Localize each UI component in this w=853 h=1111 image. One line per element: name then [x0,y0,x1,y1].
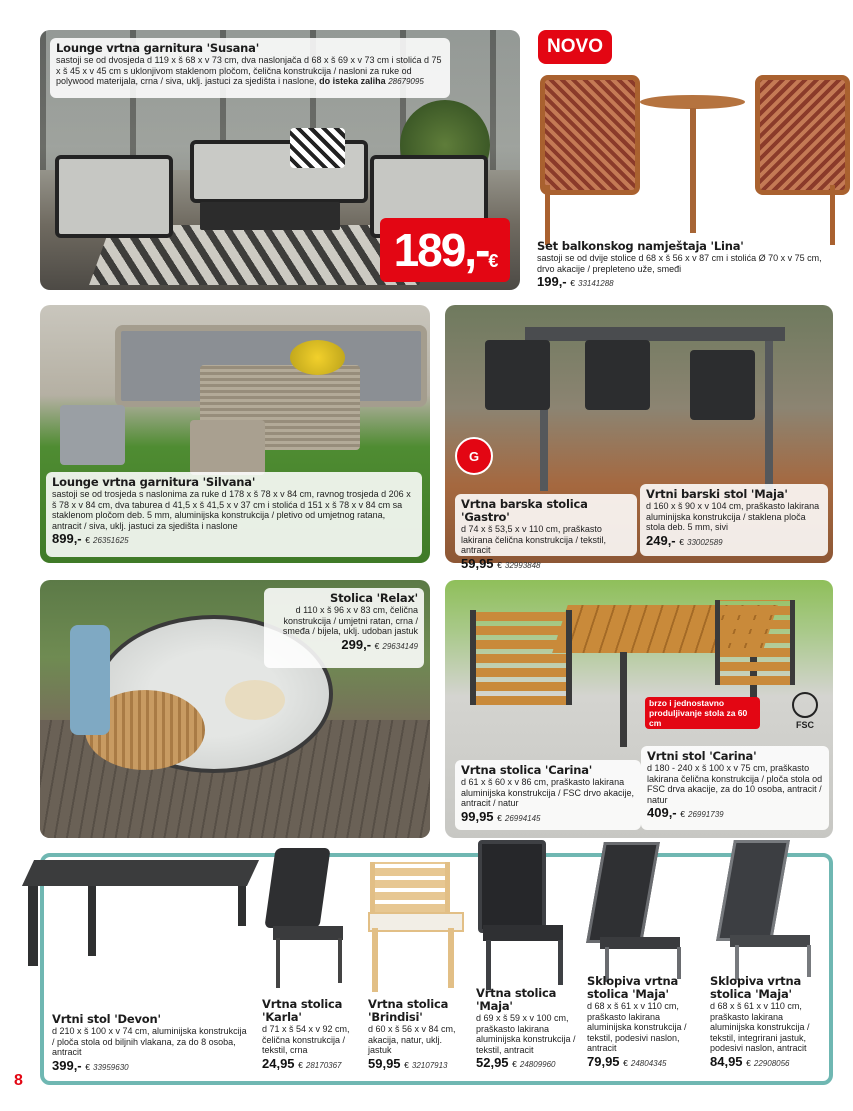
product-desc: d 68 x š 61 x v 110 cm, praškasto lakirana aluminijska konstrukcija / tekstil, podesivi naslon, antracit [587,1001,687,1054]
lina-info [537,240,837,289]
product-price: 899,- € 26351625 [52,531,129,547]
susana-info [50,38,450,98]
lina-chair-right [755,75,850,195]
flower-bouquet [290,340,345,375]
relax-info [264,588,424,668]
novo-label: NOVO [547,36,603,57]
big-price: 189,- [393,224,489,276]
quality-seal-icon: G [455,437,493,475]
glass-coffee-table [200,202,340,230]
product-price: 249,- € 33002589 [646,532,723,548]
product-desc: d 74 x š 53,5 x v 110 cm, praškasto lakirana čelična konstrukcija / tekstil, antracit [461,524,607,556]
maja-chair-info [476,987,581,1070]
product-code: 28679095 [388,77,424,87]
product-desc: d 68 x š 61 x v 110 cm, praškasto lakirana aluminijska konstrukcija / tekstil, integrirani jastuk, podesivi naslon, antracit [710,1001,810,1054]
carina-table-info [641,746,829,830]
product-price: 84,95 € 22908056 [710,1053,790,1069]
maja-folding-chair-image-2 [715,840,825,980]
gastro-info [455,494,637,571]
big-price-badge [380,218,510,282]
carina-chair [715,600,795,685]
maja-folding-chair-info-1 [587,975,702,1069]
product-price: 409,- € 26991739 [647,805,724,821]
lina-chair-left [540,75,640,195]
maja-bar-table-info [640,484,828,556]
bar-table-top [525,327,785,341]
carina-table-leg [620,652,627,747]
product-title: Vrtna stolica 'Maja' [476,986,557,1013]
maja-folding-chair-image-1 [585,842,695,982]
lina-chair-leg [830,185,835,245]
product-price: 399,- € 33959630 [52,1057,129,1073]
product-desc: d 71 x š 54 x v 92 cm, čelična konstrukcija / tekstil, crna [262,1024,350,1056]
page-number: 8 [14,1072,23,1089]
product-title: Stolica 'Relax' [330,591,418,605]
product-desc: d 61 x š 60 x v 86 cm, praškasto lakirana aluminijska konstrukcija / FSC drvo akacije, antracit / natur [461,777,635,809]
throw-blanket [70,625,110,735]
product-desc: d 110 x š 96 x v 83 cm, čelična konstrukcija / umjetni ratan, crna / smeđa / bijela, uklj. udoban jastuk [282,605,418,637]
product-title: Vrtni stol 'Devon' [52,1012,161,1026]
ottoman-right [190,420,265,475]
product-title: Vrtna stolica 'Karla' [262,997,343,1024]
product-desc: d 210 x š 100 x v 74 cm, aluminijska konstrukcija / ploča stola od biljnih vlakana, za do 8 osoba, antracit [52,1026,247,1058]
bar-stool [585,340,650,410]
sun-hat [225,680,285,720]
bar-stool [485,340,550,410]
armchair-left [55,155,173,238]
product-price: 52,95 € 24809960 [476,1055,556,1071]
silvana-info [46,472,422,557]
fsc-label: FSC [796,720,814,730]
product-desc: sastoji se od dvosjeda d 119 x š 68 x v 73 cm, dva naslonjača d 68 x š 69 x v 73 cm i stolića d 75 x š 45 x v 45 cm s uklonjivom staklenom pločom, čelična konstrukcija / nasloni za ruke od polywood materijala, crna / siva, uklj. jastuci za sjedišta i naslone, do isteka zaliha 28679095 [56,55,442,87]
product-title: Sklopiva vrtna stolica 'Maja' [710,974,802,1001]
product-title: Set balkonskog namještaja 'Lina' [537,239,744,253]
product-price: 59,95 € 32107913 [368,1055,448,1071]
brindisi-info [368,998,468,1071]
product-title: Vrtni stol 'Carina' [647,749,757,763]
product-price: 199,- € 33141288 [537,274,614,290]
product-desc: d 180 - 240 x š 100 x v 75 cm, praškasto lakirana čelična konstrukcija / ploča stola od FSC drva akacije, za do 10 osoba, antracit / natur [647,763,823,805]
carina-chair [470,610,572,705]
product-price: 299,- € 29634149 [341,636,418,652]
patterned-cushion [290,128,345,168]
product-desc: d 60 x š 56 x v 84 cm, akacija, natur, uklj. jastuk [368,1024,456,1056]
big-price-currency: € [488,251,497,271]
extension-note: brzo i jednostavno produljivanje stola za 60 cm [649,698,748,728]
novo-badge [538,30,612,64]
product-title: Vrtna stolica 'Carina' [461,763,593,777]
extension-note-badge [645,697,760,729]
devon-info [52,1013,247,1073]
lina-table [640,95,745,109]
carina-chair-info [455,760,641,830]
ottoman-left [60,405,125,465]
product-title: Vrtna stolica 'Brindisi' [368,997,449,1024]
product-title: Sklopiva vrtna stolica 'Maja' [587,974,679,1001]
karla-info [262,998,357,1071]
devon-table-image [28,850,256,970]
product-price: 24,95 € 28170367 [262,1055,342,1071]
lina-chair-leg [545,185,550,245]
product-price: 99,95 € 26994145 [461,808,541,824]
bar-stool [690,350,755,420]
product-desc: sastoji se od trosjeda s naslonima za ruke d 178 x š 78 x v 84 cm, ravnog trosjeda d 206 x š 78 x v 84 cm, dva taburea d 41,5 x š 41,5 x v 37 cm i stolića d 151 x š 78 x v 84 cm sa staklenom pločom deb. 5 mm, aluminijska konstrukcija / pletivo od umjetnog ratana, antracit / siva, uklj. jastuci za sjedišta i naslone [52,489,411,531]
bar-table-leg [765,341,773,491]
product-title: Lounge vrtna garnitura 'Susana' [56,41,260,55]
product-desc: d 69 x š 59 x v 100 cm, praškasto lakirana aluminijska konstrukcija / tekstil, antracit [476,1013,576,1055]
fsc-logo-icon [787,692,823,732]
maja-folding-chair-info-2 [710,975,828,1069]
maja-chair-image [468,840,578,990]
product-price: 59,95 € 32993848 [461,555,541,571]
product-desc: d 160 x š 90 x v 104 cm, praškasto lakirana aluminijska konstrukcija / staklena ploča stola deb. 5 mm, sivi [646,501,820,533]
product-price: 79,95 € 24804345 [587,1053,667,1069]
product-title: Lounge vrtna garnitura 'Silvana' [52,475,256,489]
lina-table-leg [690,108,696,233]
product-desc: sastoji se od dvije stolice d 68 x š 56 x v 87 cm i stolića Ø 70 x v 75 cm, drvo akacije / prepleteno uže, smeđi [537,253,822,274]
karla-chair-image [258,848,353,988]
product-title: Vrtna barska stolica 'Gastro' [461,497,588,524]
brindisi-chair-image [360,862,465,992]
product-title: Vrtni barski stol 'Maja' [646,487,788,501]
